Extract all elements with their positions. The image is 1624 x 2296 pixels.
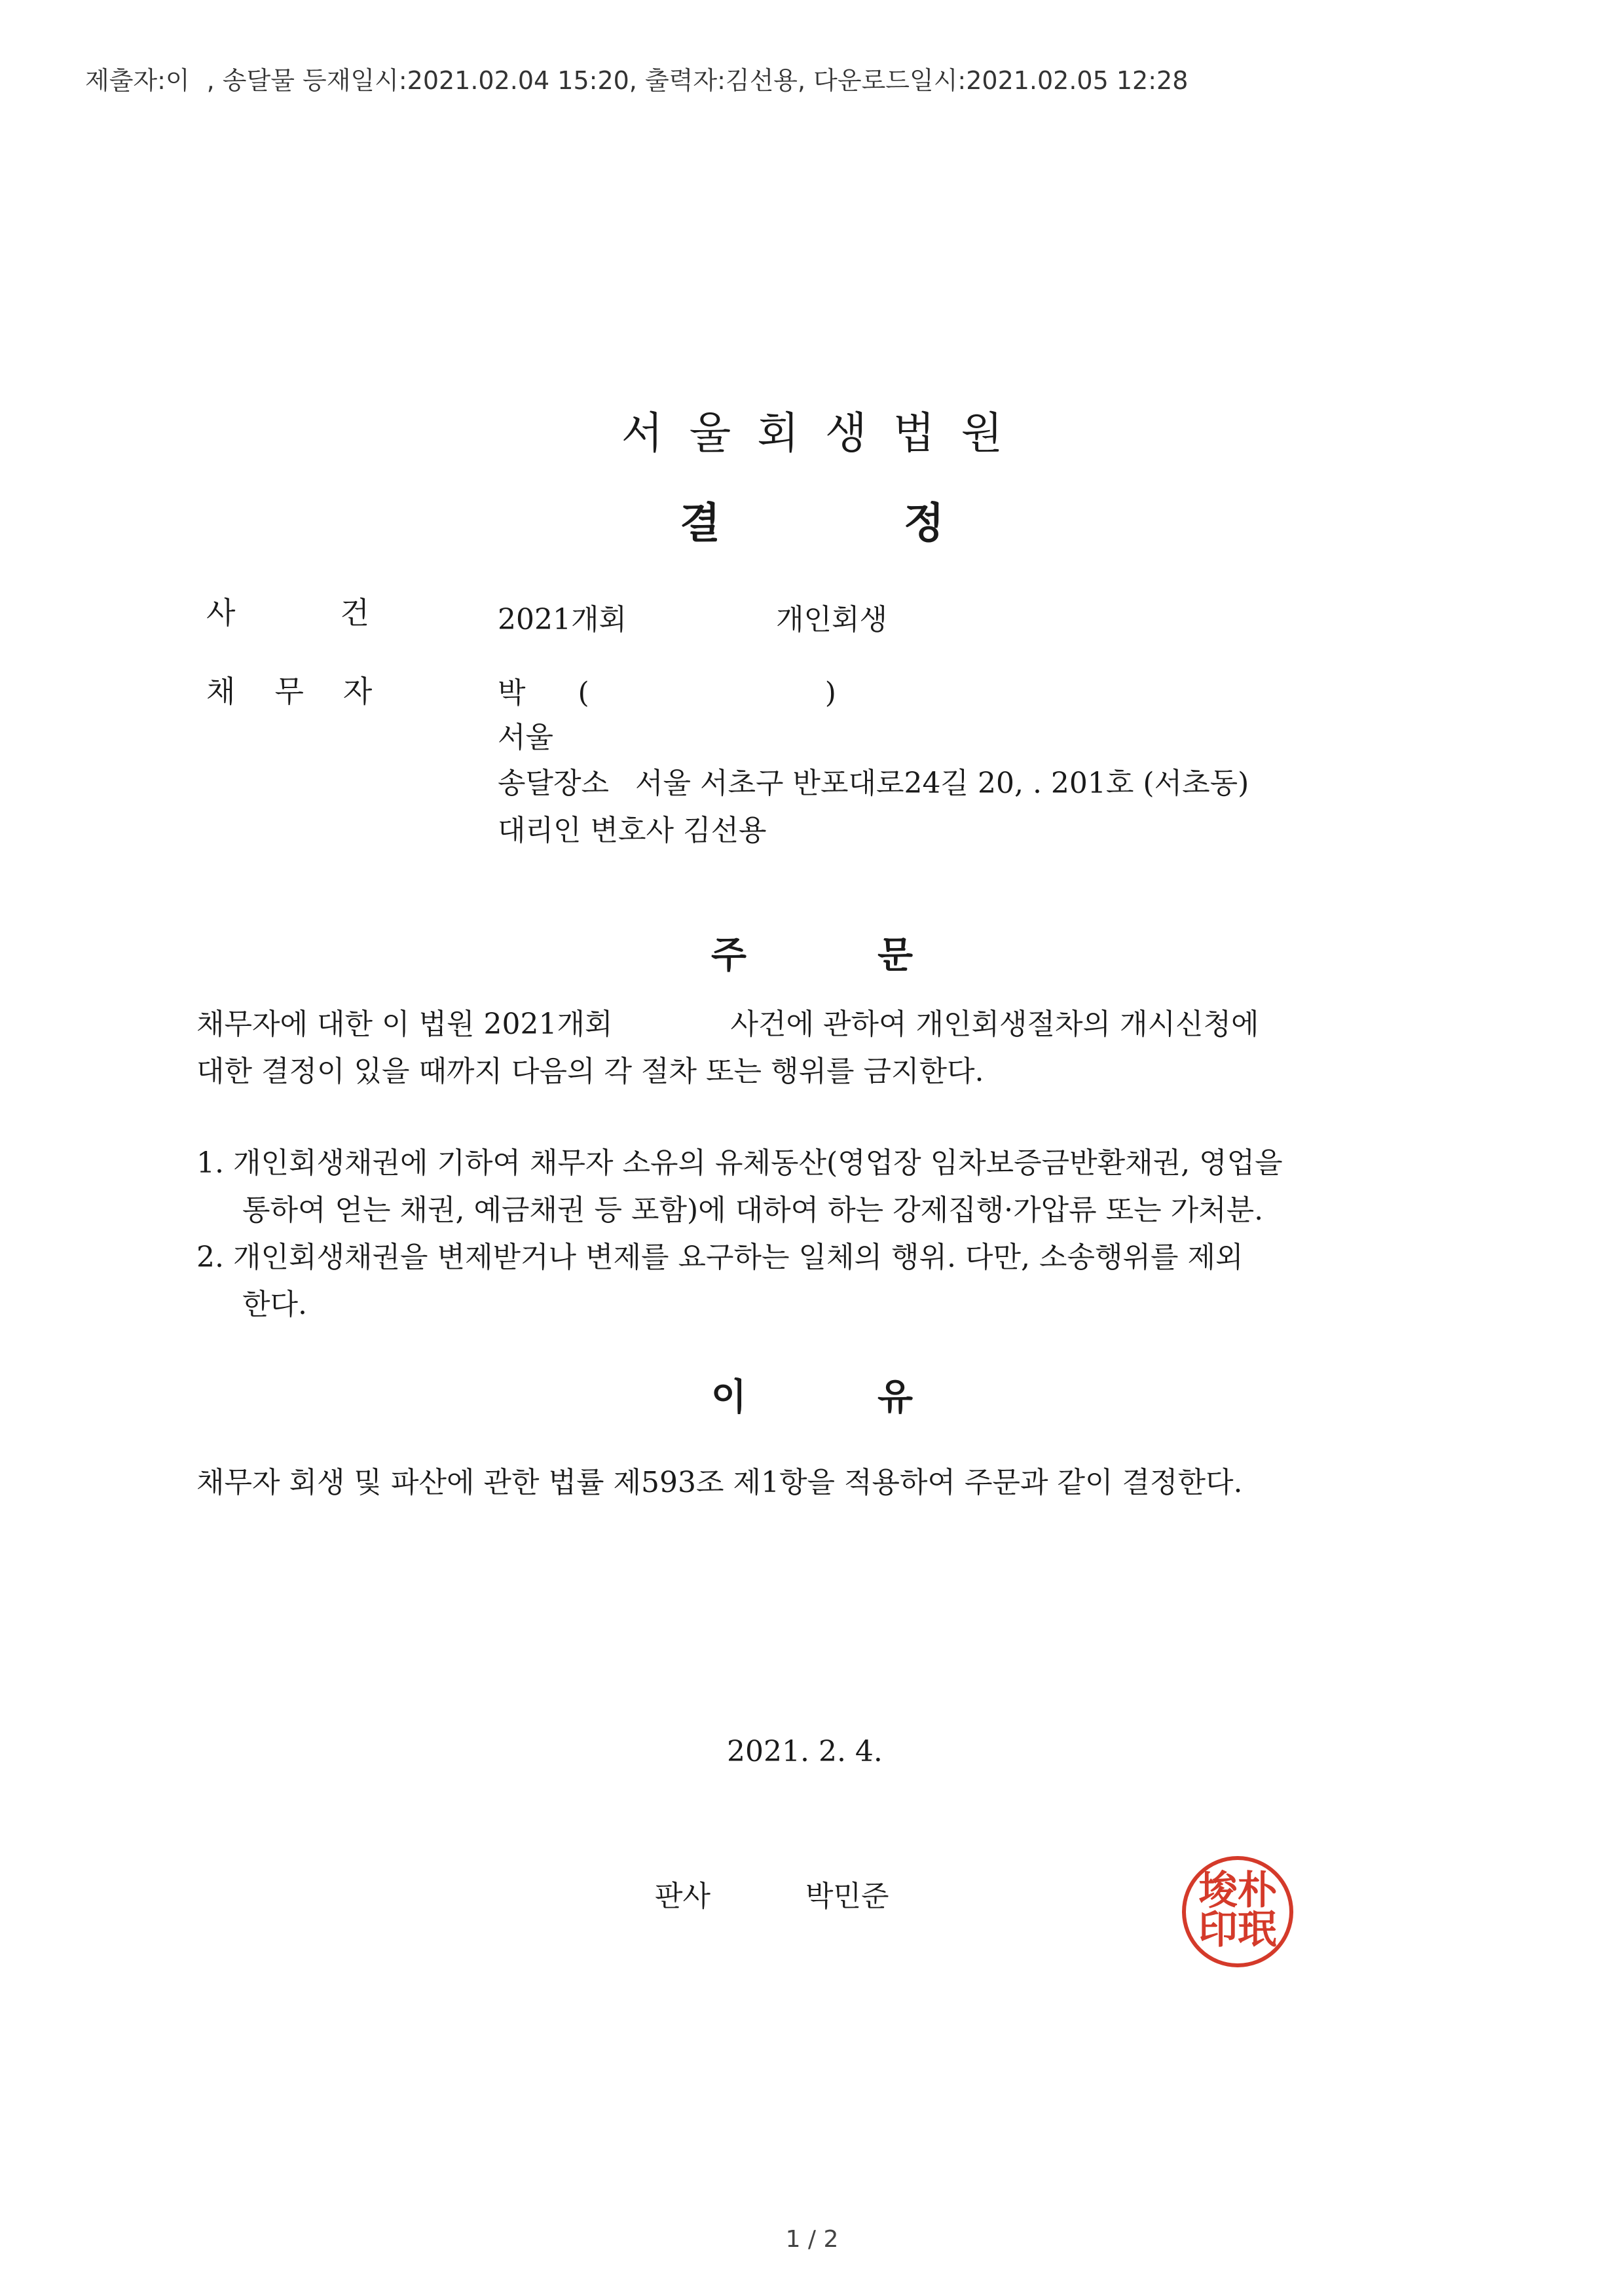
svg-text:朴: 朴 [1238, 1868, 1277, 1914]
case-label [206, 589, 369, 632]
document-title-left: 결 [680, 500, 720, 548]
case-type: 개인회생 [776, 603, 888, 636]
debtor-agent: 대리인 변호사 김선용 [498, 814, 767, 847]
header-details: , 송달물 등재일시:2021.02.04 15:20, 출력자:김선용, 다운로드일시:2021.02.05 12:28 [206, 66, 1189, 95]
order-item2-line1: 2. 개인회생채권을 변제받거나 변제를 요구하는 일체의 행위. 다만, 소송행위를 제외 [196, 1241, 1244, 1274]
decision-date: 2021. 2. 4. [727, 1735, 883, 1768]
document-title [0, 490, 1624, 550]
order-paragraph-line1-a: 채무자에 대한 이 법원 2021개회 [196, 1008, 613, 1041]
page-number: 1 / 2 [785, 2226, 839, 2253]
debtor-label-a: 채 [206, 674, 236, 709]
case-number: 2021개회 [498, 603, 627, 636]
court-name: 서울회생법원 [621, 408, 1029, 458]
reason-heading [0, 1368, 1624, 1421]
order-paragraph-line1-b: 사건에 관하여 개인회생절차의 개시신청에 [730, 1008, 1259, 1041]
svg-text:珉: 珉 [1238, 1907, 1277, 1953]
order-paragraph-line2: 대한 결정이 있을 때까지 다음의 각 절차 또는 행위를 금지한다. [196, 1055, 984, 1088]
redaction [190, 69, 207, 96]
debtor-address: 서울 [498, 721, 554, 754]
judge-title: 판사 [655, 1880, 711, 1913]
reason-text: 채무자 회생 및 파산에 관한 법률 제593조 제1항을 적용하여 주문과 같이 결정한다. [196, 1466, 1243, 1499]
debtor-name: 박 [498, 676, 526, 710]
service-place-line [498, 759, 1249, 801]
svg-text:印: 印 [1198, 1907, 1238, 1953]
order-paragraph-line1 [196, 1000, 1259, 1042]
header-submitter: 제출자:이 [85, 66, 190, 95]
order-item1-line2: 통하여 얻는 채권, 예금채권 등 포함)에 대하여 하는 강제집행·가압류 또는 가처분. [242, 1194, 1264, 1227]
document-title-right: 정 [904, 500, 944, 548]
reason-heading-a: 이 [710, 1376, 747, 1419]
document-header [85, 60, 1188, 96]
debtor-id-open: ( [578, 676, 589, 710]
service-place: 서울 서초구 반포대로24길 20, . 201호 (서초동) [635, 767, 1249, 800]
reason-heading-b: 유 [877, 1376, 913, 1419]
debtor-id-close: ) [824, 676, 836, 710]
judge-name: 박민준 [805, 1880, 889, 1913]
case-label-b: 건 [340, 595, 369, 630]
judge-seal-icon [1179, 1853, 1297, 1971]
debtor-label [206, 668, 372, 711]
order-heading-b: 문 [877, 934, 913, 977]
debtor-label-c: 자 [342, 674, 373, 709]
svg-text:埈: 埈 [1198, 1868, 1238, 1914]
case-label-a: 사 [206, 595, 236, 630]
order-heading [0, 926, 1624, 979]
order-heading-a: 주 [710, 934, 747, 977]
service-place-label: 송달장소 [498, 767, 610, 800]
debtor-name-line [498, 669, 836, 711]
order-item2-line2: 한다. [242, 1288, 307, 1321]
order-item1-line1: 1. 개인회생채권에 기하여 채무자 소유의 유체동산(영업장 임차보증금반환채권, 영업을 [196, 1146, 1283, 1180]
debtor-label-b: 무 [274, 674, 304, 709]
